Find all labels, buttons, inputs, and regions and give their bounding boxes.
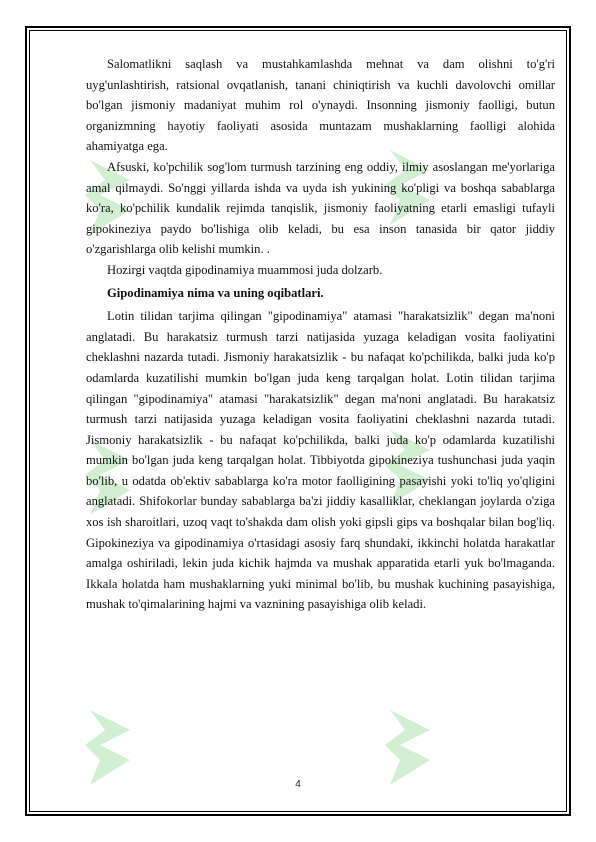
watermark-logo-icon: [80, 700, 140, 790]
paragraph-3: Hozirgi vaqtda gipodinamiya muammosi juda dolzarb.: [107, 262, 383, 277]
paragraph-2: Afsuski, ko'pchilik sog'lom turmush tarzining eng oddiy, ilmiy asoslangan me'yorlariga amal qilmaydi. So'nggi yillarda ishda va uyda ish yukining ko'pligi va boshqa sabablarga ko'ra, ko'pchilik kundalik rejimda tanqislik, jismoniy faoliyatning etarli emasligi tufayli gipokineziya paydo bo'lishiga olib keladi, bu esa inson tanasida bir qator jiddiy o'zgarishlarga olib kelishi mumkin. .: [86, 159, 555, 257]
paragraph-1: Salomatlikni saqlash va mustahkamlashda mehnat va dam olishni to'g'ri uyg'unlashtirish, ratsional ovqatlanish, tanani chiniqtirish va kuchli davolovchi omillar bo'lgan jismoniy madaniyat muhim rol o'ynaydi. Insonning jismoniy faolligi, butun organizmning hayotiy faoliyati asosida muntazam mushaklarning faolligi alohida ahamiyatga ega.: [86, 57, 555, 154]
paragraph-body: Lotin tilidan tarjima qilingan "gipodinamiya" atamasi "harakatsizlik" degan ma'noni anglatadi. Bu harakatsiz turmush tarzi natijasida yuzaga keladigan vosita faoliyatini cheklashni nazarda tutadi. Jismoniy harakatsizlik - bu nafaqat ko'pchilikda, balki juda ko'p odamlarda kuzatilishi mumkin bo'lgan juda keng tarqalgan holat. Lotin tilidan tarjima qilingan "gipodinamiya" atamasi "harakatsizlik" degan ma'noni anglatadi. Bu harakatsiz turmush tarzi natijasida yuzaga keladigan vosita faoliyatini cheklashni nazarda tutadi. Jismoniy harakatsizlik - bu nafaqat ko'pchilikda, balki juda ko'p odamlarda kuzatilishi mumkin bo'lgan juda keng tarqalgan holat. Tibbiyotda gipokineziya tushunchasi juda yaqin bo'lib, u odatda ob'ektiv sabablarga ko'ra motor faolligining pasayishi yoki to'liq yo'qligini anglatadi. Shifokorlar bunday sabablarga ba'zi jiddiy kasalliklar, cheklangan joylarda o'ziga xos ish sharoitlari, uzoq vaqt to'shakda dam olish yoki gipsli gips va boshqalar bilan bog'liq. Gipokineziya va gipodinamiya o'rtasidagi asosiy farq shundaki, ikkinchi holatda harakatlar amalga oshiriladi, lekin juda kichik hajmda va mushak apparatida etarli yuk bo'lmaganda. Ikkala holatda ham mushaklarning yuki minimal bo'lib, bu mushak kuchining pasayishiga, mushak to'qimalarining hajmi va vaznining pasayishiga olib keladi.: [86, 309, 555, 612]
section-heading: Gipodinamiya nima va uning oqibatlari.: [107, 285, 324, 300]
watermark-logo-icon: [380, 700, 440, 790]
page-number: 4: [295, 779, 301, 790]
document-body: [86, 54, 555, 615]
